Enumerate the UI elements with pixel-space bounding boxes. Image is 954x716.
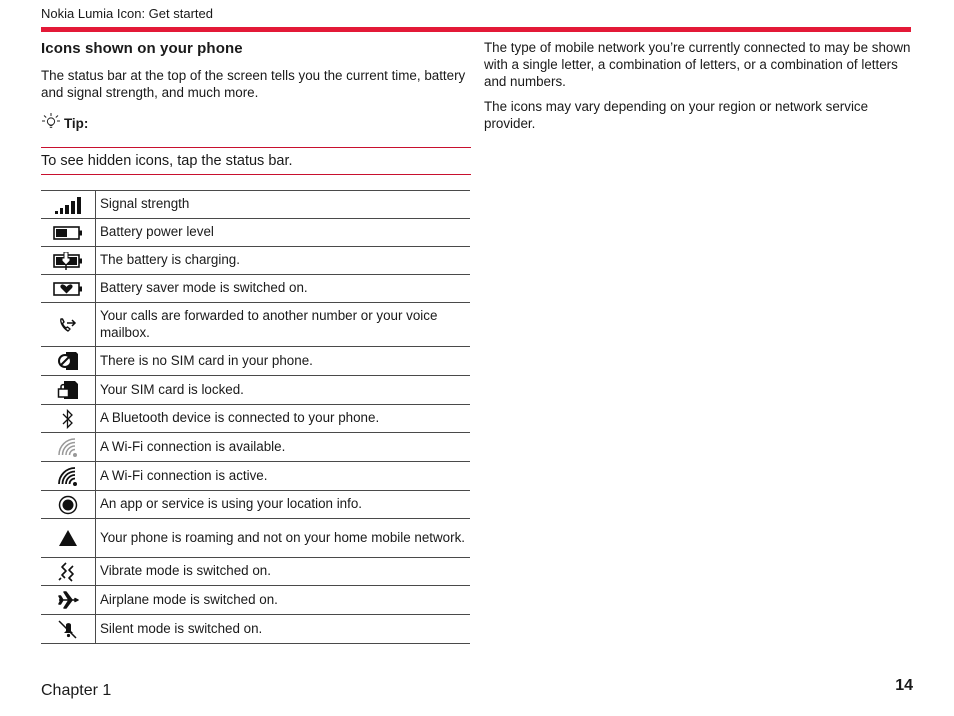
table-row	[41, 247, 470, 275]
table-row	[41, 615, 470, 644]
roaming-icon	[41, 529, 95, 547]
table-cell: Vibrate mode is switched on.	[96, 558, 471, 586]
table-row	[41, 433, 470, 462]
table-row	[41, 462, 470, 491]
table-cell: A Wi-Fi connection is active.	[96, 462, 471, 491]
call-forward-icon	[41, 316, 95, 334]
tip-header	[41, 113, 471, 133]
airplane-icon	[41, 590, 95, 610]
table-cell: Signal strength	[96, 191, 471, 219]
header-rule	[41, 27, 911, 32]
silent-icon	[41, 619, 95, 639]
left-column	[41, 40, 471, 644]
table-row	[41, 405, 470, 433]
chapter-label: Chapter 1	[41, 682, 112, 699]
table-row	[41, 275, 470, 303]
wifi-available-icon	[41, 437, 95, 457]
intro-paragraph: The status bar at the top of the screen tells you the current time, battery and signal strength, and much more.	[41, 68, 466, 100]
battery-icon	[41, 226, 95, 240]
tip-label: Tip:	[64, 115, 89, 131]
icon-table	[41, 190, 470, 644]
table-cell: A Bluetooth device is connected to your phone.	[96, 405, 471, 433]
lightbulb-icon	[41, 112, 61, 135]
region-paragraph: The icons may vary depending on your region or network service provider.	[484, 99, 869, 131]
table-cell: Your SIM card is locked.	[96, 376, 471, 405]
table-cell: Your calls are forwarded to another number or your voice mailbox.	[96, 303, 471, 347]
signal-strength-icon	[41, 196, 95, 214]
right-column	[484, 39, 914, 132]
sim-locked-icon	[41, 380, 95, 400]
table-cell: Your phone is roaming and not on your home mobile network.	[96, 519, 471, 558]
vibrate-icon	[41, 562, 95, 582]
table-row	[41, 347, 470, 376]
table-cell: Airplane mode is switched on.	[96, 586, 471, 615]
table-row	[41, 586, 470, 615]
wifi-active-icon	[41, 466, 95, 486]
tip-box	[41, 147, 471, 175]
battery-saver-icon	[41, 282, 95, 296]
table-cell: Battery saver mode is switched on.	[96, 275, 471, 303]
table-row	[41, 491, 470, 519]
table-row	[41, 191, 470, 219]
table-row	[41, 558, 470, 586]
table-row	[41, 376, 470, 405]
location-icon	[41, 495, 95, 515]
table-row	[41, 303, 470, 347]
table-cell: Battery power level	[96, 219, 471, 247]
bluetooth-icon	[41, 409, 95, 429]
document-title: Nokia Lumia Icon: Get started	[41, 6, 213, 21]
table-cell: Silent mode is switched on.	[96, 615, 471, 644]
table-cell: A Wi-Fi connection is available.	[96, 433, 471, 462]
tip-text: To see hidden icons, tap the status bar.	[41, 153, 293, 169]
no-sim-icon	[41, 351, 95, 371]
table-cell: There is no SIM card in your phone.	[96, 347, 471, 376]
page-number: 14	[895, 677, 913, 694]
table-row	[41, 219, 470, 247]
table-row	[41, 519, 470, 558]
table-cell: The battery is charging.	[96, 247, 471, 275]
section-heading: Icons shown on your phone	[41, 40, 243, 57]
network-type-paragraph: The type of mobile network you’re currently connected to may be shown with a single letter, a combination of letters, or a combination of letters and numbers.	[484, 40, 911, 89]
battery-charging-icon	[41, 252, 95, 270]
table-cell: An app or service is using your location info.	[96, 491, 471, 519]
